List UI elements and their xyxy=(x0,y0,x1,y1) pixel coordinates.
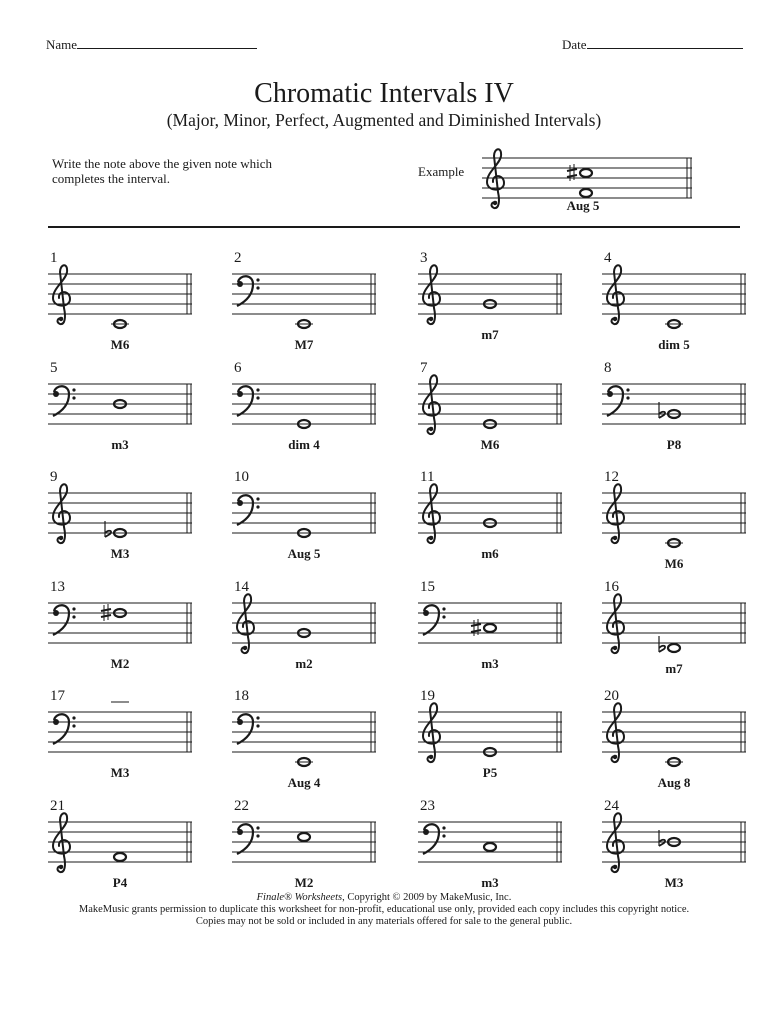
exercise-item[interactable] xyxy=(418,469,568,569)
exercise-item[interactable] xyxy=(602,360,752,460)
music-staff xyxy=(232,700,376,778)
example-label: Example xyxy=(418,164,465,179)
music-staff xyxy=(48,262,192,340)
interval-label: dim 4 xyxy=(288,436,320,452)
page-subtitle: (Major, Minor, Perfect, Augmented and Diminished Intervals) xyxy=(166,110,602,130)
interval-label: Aug 8 xyxy=(657,775,691,790)
interval-label: Aug 5 xyxy=(287,546,321,561)
interval-label: m3 xyxy=(481,874,499,890)
exercise-item[interactable] xyxy=(48,250,198,350)
exercise-number: 22 xyxy=(234,797,249,814)
exercise-item[interactable] xyxy=(602,579,752,679)
interval-label: dim 5 xyxy=(658,337,690,352)
exercise-item[interactable] xyxy=(232,579,382,679)
interval-label: M6 xyxy=(664,556,684,571)
name-field[interactable] xyxy=(46,36,257,53)
bass-clef-icon xyxy=(237,824,260,854)
exercise-item[interactable] xyxy=(418,250,568,350)
exercise-item[interactable] xyxy=(48,798,198,898)
bass-clef-icon xyxy=(53,714,76,744)
exercise-number: 3 xyxy=(420,250,428,266)
footer-permission: MakeMusic grants permission to duplicate this worksheet for non-profit, educational use only, provided each copy includes this copyright notice. xyxy=(78,904,690,915)
exercise-item[interactable] xyxy=(602,688,752,788)
whole-note xyxy=(114,853,126,861)
interval-label: P8 xyxy=(666,436,682,452)
whole-note xyxy=(295,758,313,766)
bass-clef-icon xyxy=(607,386,630,416)
interval-label: m3 xyxy=(111,436,129,452)
exercise-number: 8 xyxy=(604,359,612,376)
interval-label: M3 xyxy=(664,874,684,890)
exercise-number: 18 xyxy=(234,688,249,704)
exercise-number: 1 xyxy=(50,250,58,266)
music-staff xyxy=(602,262,746,340)
whole-note xyxy=(298,833,310,841)
exercise-number: 19 xyxy=(420,688,435,704)
note-head xyxy=(580,189,592,197)
exercise-number: 11 xyxy=(420,469,435,485)
exercise-item[interactable] xyxy=(232,250,382,350)
exercise-number: 12 xyxy=(604,469,619,485)
interval-label: M3 xyxy=(110,765,130,780)
copyright-footer xyxy=(0,892,768,928)
interval-label: M6 xyxy=(480,436,500,452)
instructions-line-1: Write the note above the given note which xyxy=(52,156,273,171)
page-title: Chromatic Intervals IV xyxy=(254,78,514,109)
flat-icon xyxy=(659,636,665,652)
interval-label: M3 xyxy=(110,546,130,561)
exercise-item[interactable] xyxy=(418,579,568,679)
exercise-number: 17 xyxy=(50,688,65,704)
exercise-item[interactable] xyxy=(48,360,198,460)
exercise-number: 13 xyxy=(50,578,65,595)
interval-label: M2 xyxy=(110,655,130,671)
exercise-item[interactable] xyxy=(602,798,752,898)
exercise-item[interactable] xyxy=(232,688,382,788)
interval-label: Aug 4 xyxy=(287,775,321,790)
exercise-item[interactable] xyxy=(232,360,382,460)
exercise-item[interactable] xyxy=(48,469,198,569)
note-head xyxy=(668,644,680,652)
exercise-number: 7 xyxy=(420,359,428,376)
note-head xyxy=(298,833,310,841)
bass-clef-icon xyxy=(423,605,446,635)
whole-note xyxy=(295,320,313,328)
date-field[interactable] xyxy=(562,36,743,53)
interval-label: m7 xyxy=(481,327,499,342)
whole-note xyxy=(484,843,496,851)
exercise-number: 14 xyxy=(234,578,249,595)
bass-clef-icon xyxy=(237,714,260,744)
note-head xyxy=(484,843,496,851)
exercise-item[interactable] xyxy=(418,360,568,460)
interval-label: P4 xyxy=(112,874,128,890)
whole-note xyxy=(659,636,680,652)
whole-note xyxy=(105,700,129,702)
date-label: Date xyxy=(562,37,587,52)
date-blank-line[interactable] xyxy=(587,36,743,49)
example-interval-label: Aug 5 xyxy=(566,198,600,213)
exercise-number: 15 xyxy=(420,578,435,595)
exercise-number: 6 xyxy=(234,359,242,376)
music-staff xyxy=(602,591,746,669)
instructions-line-2: completes the interval. xyxy=(52,171,171,186)
whole-note xyxy=(665,320,683,328)
exercise-number: 20 xyxy=(604,688,619,704)
exercise-item[interactable] xyxy=(48,579,198,679)
name-label: Name xyxy=(46,37,78,52)
whole-note xyxy=(665,758,683,766)
exercise-item[interactable] xyxy=(232,469,382,569)
exercise-number: 23 xyxy=(420,797,435,814)
footer-brand: Finale® Worksheets xyxy=(256,892,343,903)
example-staff xyxy=(482,146,692,229)
exercise-item[interactable] xyxy=(418,688,568,788)
bass-clef-icon xyxy=(237,276,260,306)
footer-restriction: Copies may not be sold or included in any materials offered for sale to the general public. xyxy=(195,916,573,927)
section-divider xyxy=(48,226,740,228)
whole-note xyxy=(665,539,683,547)
exercise-number: 4 xyxy=(604,250,612,266)
instructions xyxy=(52,156,352,186)
interval-label: m2 xyxy=(295,655,313,671)
interval-label: m7 xyxy=(665,660,683,676)
exercise-number: 10 xyxy=(234,469,249,485)
music-staff xyxy=(602,700,746,778)
exercise-number: 21 xyxy=(50,797,65,814)
exercise-item[interactable] xyxy=(232,798,382,898)
exercise-item[interactable] xyxy=(418,798,568,898)
exercise-number: 9 xyxy=(50,469,58,485)
interval-label: M2 xyxy=(294,874,314,890)
footer-copyright: , Copyright © 2009 by MakeMusic, Inc. xyxy=(342,892,512,903)
whole-note xyxy=(580,189,592,197)
bass-clef-icon xyxy=(237,386,260,416)
exercise-number: 5 xyxy=(50,359,58,376)
exercise-number: 2 xyxy=(234,250,242,266)
note-head xyxy=(114,853,126,861)
music-staff xyxy=(232,262,376,340)
exercise-number: 24 xyxy=(604,797,619,814)
exercise-item[interactable] xyxy=(48,688,198,788)
interval-label: m3 xyxy=(481,655,499,671)
bass-clef-icon xyxy=(53,605,76,635)
exercise-number: 16 xyxy=(604,578,619,595)
interval-label: m6 xyxy=(481,546,499,561)
bass-clef-icon xyxy=(423,824,446,854)
bass-clef-icon xyxy=(53,386,76,416)
music-staff xyxy=(602,481,746,559)
name-blank-line[interactable] xyxy=(77,36,257,49)
exercise-item[interactable] xyxy=(602,469,752,569)
interval-label: P5 xyxy=(482,765,498,780)
exercise-item[interactable] xyxy=(602,250,752,350)
interval-label: M7 xyxy=(294,337,314,352)
note-head xyxy=(580,169,592,177)
whole-note xyxy=(111,320,129,328)
bass-clef-icon xyxy=(237,495,260,525)
interval-label: M6 xyxy=(110,337,130,352)
note-head xyxy=(484,624,496,632)
